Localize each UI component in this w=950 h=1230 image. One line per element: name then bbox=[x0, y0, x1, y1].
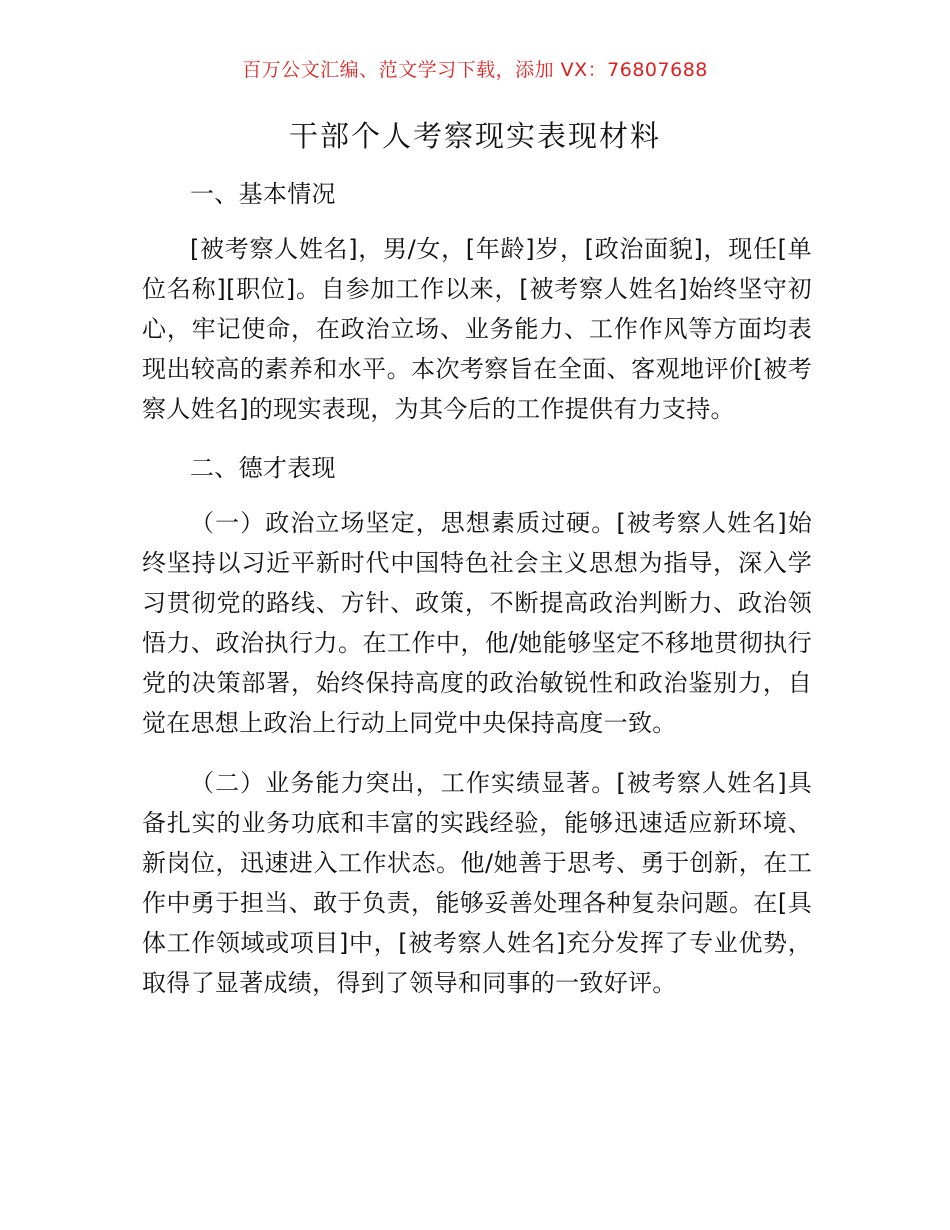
section-heading-performance: 二、德才表现 bbox=[190, 454, 336, 482]
promo-banner: 百万公文汇编、范文学习下载，添加 VX：76807688 bbox=[242, 59, 708, 81]
document-body bbox=[142, 174, 812, 1003]
document-title: 干部个人考察现实表现材料 bbox=[288, 119, 661, 153]
paragraph-political-stance: （一）政治立场坚定，思想素质过硬。[被考察人姓名]始终坚持以习近平新时代中国特色社会主义思想为指导，深入学习贯彻党的路线、方针、政策，不断提高政治判断力、政治领悟力、政治执行力。在工作中，他/她能够坚定不移地贯彻执行党的决策部署，始终保持高度的政治敏锐性和政治鉴别力，自觉在思想上政治上行动上同党中央保持高度一致。 bbox=[142, 509, 812, 737]
paragraph-basic-info: [被考察人姓名]，男/女，[年龄]岁，[政治面貌]，现任[单位名称][职位]。自参加工作以来，[被考察人姓名]始终坚守初心，牢记使命，在政治立场、业务能力、工作作风等方面均表现出较高的素养和水平。本次考察旨在全面、客观地评价[被考察人姓名]的现实表现，为其今后的工作提供有力支持。 bbox=[142, 235, 812, 423]
section-heading-basic-info: 一、基本情况 bbox=[190, 180, 336, 208]
paragraph-work-ability: （二）业务能力突出，工作实绩显著。[被考察人姓名]具备扎实的业务功底和丰富的实践经验，能够迅速适应新环境、新岗位，迅速进入工作状态。他/她善于思考、勇于创新，在工作中勇于担当、敢于负责，能够妥善处理各种复杂问题。在[具体工作领域或项目]中，[被考察人姓名]充分发挥了专业优势，取得了显著成绩，得到了领导和同事的一致好评。 bbox=[142, 769, 812, 997]
